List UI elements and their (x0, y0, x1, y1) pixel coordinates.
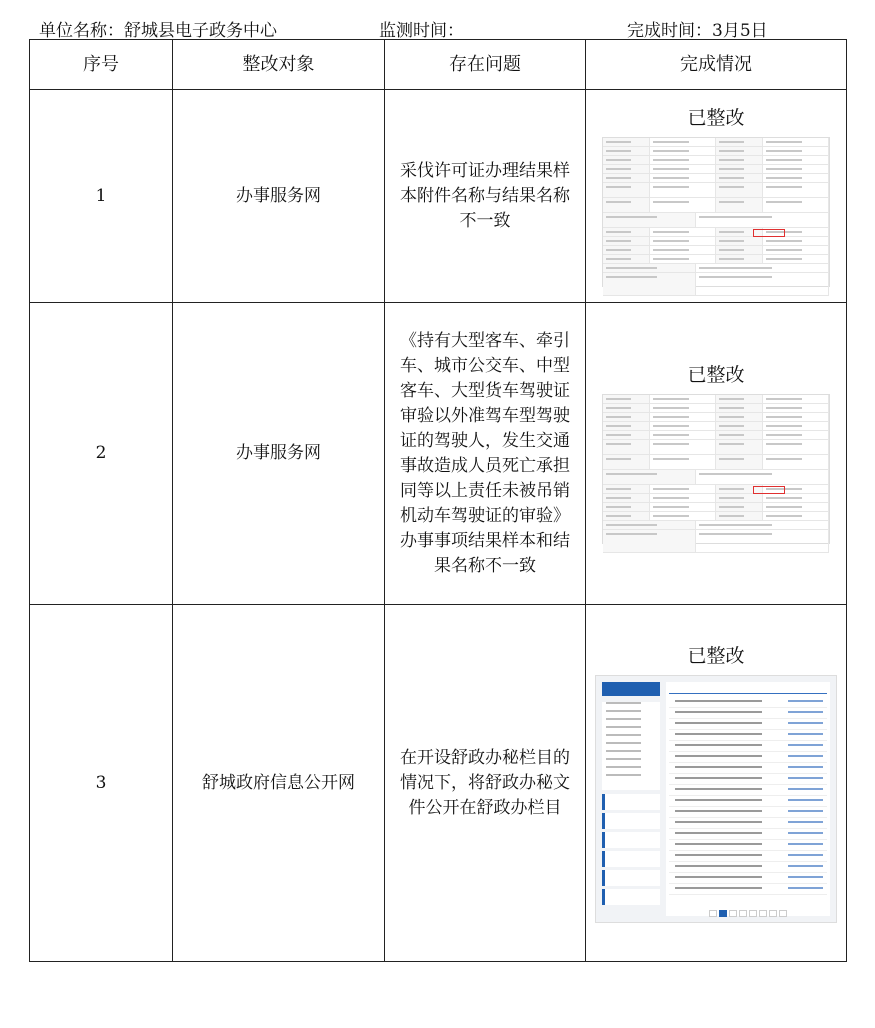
row-problem: 在开设舒政办秘栏目的情况下，将舒政办秘文件公开在舒政办栏目 (385, 605, 586, 962)
row-no: 1 (30, 90, 173, 303)
row-no: 2 (30, 303, 173, 605)
table-header-row (30, 40, 847, 90)
col-header-status: 完成情况 (586, 40, 847, 90)
row-problem: 《持有大型客车、牵引车、城市公交车、中型客车、大型货车驾驶证审验以外准驾车型驾驶证的驾驶人，发生交通事故造成人员死亡承担同等以上责任未被吊销机动车驾驶证的审验》办事事项结果样本和结果名称不一致 (385, 303, 586, 605)
row-no: 3 (30, 605, 173, 962)
row-target: 舒城政府信息公开网 (173, 605, 385, 962)
screenshot-sidebar (602, 682, 660, 916)
row-status (586, 90, 847, 303)
col-header-problem: 存在问题 (385, 40, 586, 90)
status-label: 已整改 (687, 644, 745, 667)
row-target: 办事服务网 (173, 303, 385, 605)
row-status (586, 605, 847, 962)
monitor-time: 监测时间： (379, 21, 464, 41)
col-header-no: 序号 (30, 40, 173, 90)
status-label: 已整改 (687, 364, 745, 386)
col-header-target: 整改对象 (173, 40, 385, 90)
screenshot-form-image (602, 394, 830, 544)
table-row (30, 303, 847, 605)
document-header (0, 14, 875, 40)
screenshot-list-image (595, 675, 837, 923)
screenshot-form-image (602, 137, 830, 287)
complete-time: 完成时间：3月5日 (627, 21, 768, 41)
unit-name: 单位名称：舒城县电子政务中心 (39, 21, 277, 41)
rectification-table (29, 39, 847, 962)
row-target: 办事服务网 (173, 90, 385, 303)
highlight-box (753, 229, 785, 237)
highlight-box (753, 486, 785, 494)
screenshot-list (666, 682, 830, 916)
row-status (586, 303, 847, 605)
table-row (30, 605, 847, 962)
row-problem: 采伐许可证办理结果样本附件名称与结果名称不一致 (385, 90, 586, 303)
table-row (30, 90, 847, 303)
status-label: 已整改 (687, 106, 745, 129)
